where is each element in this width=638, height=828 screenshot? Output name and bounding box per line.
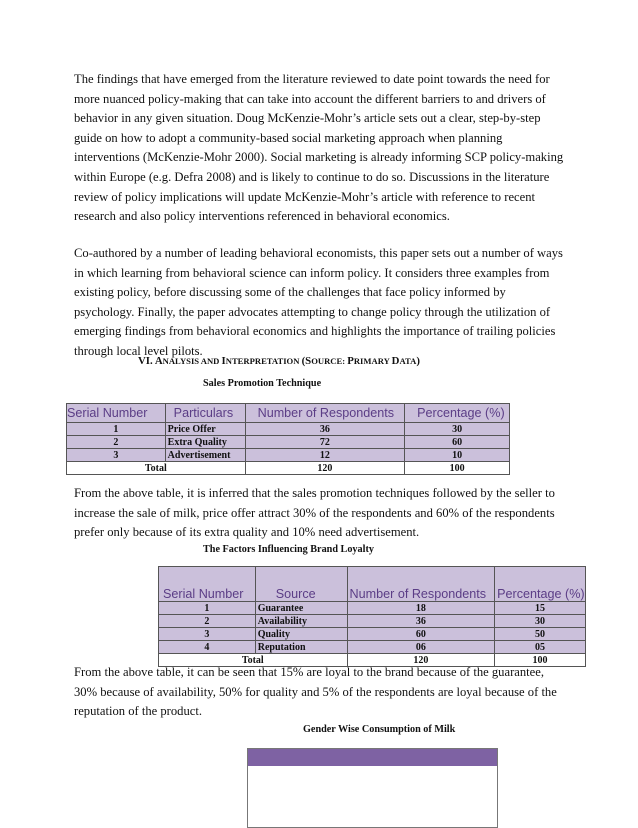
paragraph-table2-inference: From the above table, it can be seen that 15% are loyal to the brand because of the guarantee, 30% because of availability, 50% for quality and 5% of the respondents are loyal because of the reputation of the product.: [74, 665, 557, 719]
cell-particulars: Price Offer: [165, 423, 245, 436]
cell-respondents: 12: [245, 449, 405, 462]
total-percentage: 100: [405, 462, 510, 475]
table-row: [67, 449, 510, 462]
paragraph-table1-inference: From the above table, it is inferred that the sales promotion techniques followed by the seller to increase the sale of milk, price offer attract 30% of the respondents and 60% of the respondents prefer only because of its extra quality and 10% need advertisement.: [74, 486, 555, 540]
header-serial-number: Serial Number: [159, 567, 256, 602]
total-percentage: 100: [495, 654, 586, 667]
table-row: [67, 436, 510, 449]
section-heading: VI. ANALYSIS AND INTERPRETATION (SOURCE: PRIMARY DATA): [138, 355, 420, 367]
table-header-row: [67, 404, 510, 423]
cell-percentage: 05: [495, 641, 586, 654]
cell-particulars: Advertisement: [165, 449, 245, 462]
table3-caption: Gender Wise Consumption of Milk: [303, 724, 456, 735]
header-source: Source: [255, 567, 347, 602]
cell-respondents: 72: [245, 436, 405, 449]
brand-loyalty-table: [158, 566, 586, 667]
table-row: [159, 628, 586, 641]
cell-serial: 2: [67, 436, 166, 449]
cell-serial: 3: [159, 628, 256, 641]
cell-respondents: 18: [347, 602, 495, 615]
cell-respondents: 36: [245, 423, 405, 436]
cell-respondents: 60: [347, 628, 495, 641]
gender-consumption-table: [247, 748, 498, 828]
total-row: [67, 462, 510, 475]
total-label: Total: [67, 462, 246, 475]
table1-caption: Sales Promotion Technique: [203, 378, 322, 389]
header-particulars: Particulars: [165, 404, 245, 423]
total-label: Total: [159, 654, 348, 667]
table-row: [159, 602, 586, 615]
header-number-of-respondents: Number of Respondents: [347, 567, 495, 602]
table-header-row: [159, 567, 586, 602]
table-header-bar: [248, 749, 497, 766]
sales-promotion-table: [66, 403, 510, 475]
header-percentage: Percentage (%): [495, 567, 586, 602]
header-serial-number: Serial Number: [67, 404, 166, 423]
cell-source: Reputation: [255, 641, 347, 654]
table-row: [159, 641, 586, 654]
cell-serial: 4: [159, 641, 256, 654]
cell-serial: 1: [159, 602, 256, 615]
cell-serial: 1: [67, 423, 166, 436]
header-percentage: Percentage (%): [405, 404, 510, 423]
cell-respondents: 36: [347, 615, 495, 628]
cell-serial: 2: [159, 615, 256, 628]
cell-percentage: 10: [405, 449, 510, 462]
cell-source: Availability: [255, 615, 347, 628]
table-row: [159, 615, 586, 628]
cell-particulars: Extra Quality: [165, 436, 245, 449]
cell-respondents: 06: [347, 641, 495, 654]
total-respondents: 120: [245, 462, 405, 475]
cell-percentage: 60: [405, 436, 510, 449]
cell-percentage: 15: [495, 602, 586, 615]
cell-percentage: 50: [495, 628, 586, 641]
cell-source: Guarantee: [255, 602, 347, 615]
paragraph-literature: The findings that have emerged from the literature reviewed to date point towards the need for more nuanced policy-making that can take into account the different barriers to and drivers of behavior in any given situation. Doug McKenzie-Mohr’s article sets out a clear, step-by-step guide on how to adopt a community-based social marketing approach when planning interventions (McKenzie-Mohr 2000). Social marketing is already informing SCP policy-making within Europe (e.g. Defra 2008) and is likely to continue to do so. Discussions in the literature review of policy implications will update McKenzie-Mohr’s article with reference to recent research and also policy interventions referenced in behavioral economics.: [74, 72, 564, 224]
cell-percentage: 30: [495, 615, 586, 628]
table2-caption: The Factors Influencing Brand Loyalty: [203, 544, 374, 555]
header-number-of-respondents: Number of Respondents: [245, 404, 405, 423]
cell-serial: 3: [67, 449, 166, 462]
cell-percentage: 30: [405, 423, 510, 436]
total-respondents: 120: [347, 654, 495, 667]
paragraph-behavioral-economists: Co-authored by a number of leading behavioral economists, this paper sets out a number of ways in which learning from behavioral science can inform policy. It considers three examples from existing policy, before discussing some of the challenges that face policy informed by psychology. Finally, the paper advocates attempting to change policy through the utilization of emerging findings from behavioral economics and highlights the importance of trailing policies through local level pilots.: [74, 246, 563, 358]
cell-source: Quality: [255, 628, 347, 641]
table-row: [67, 423, 510, 436]
